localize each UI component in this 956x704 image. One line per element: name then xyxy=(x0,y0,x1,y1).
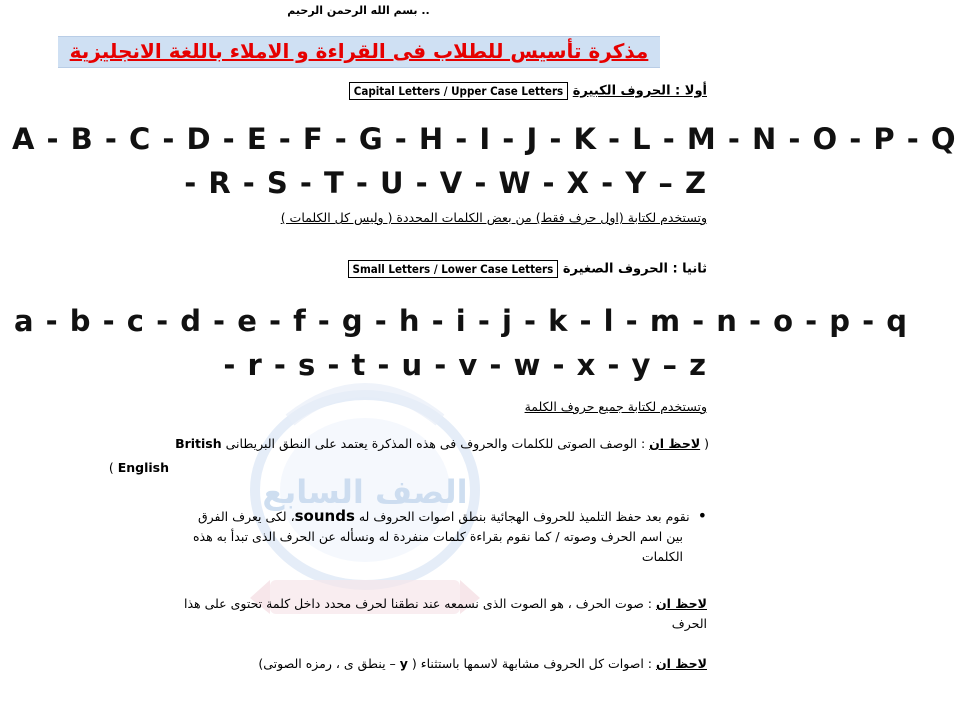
small-letters-box: Small Letters / Lower Case Letters xyxy=(348,260,559,278)
basmala: .. بسم الله الرحمن الرحيم xyxy=(287,4,430,17)
small-usage-text: وتستخدم لكتابة جميع حروف الكلمة xyxy=(524,399,707,414)
capital-heading-label: أولا : الحروف الكبيرة xyxy=(572,83,707,99)
watermark-text: الصف السابع xyxy=(262,473,468,511)
small-letters-line-1: a - b - c - d - e - f - g - h - i - j - k - l - m - n - o - p - q xyxy=(14,304,909,338)
page-title: مذكرة تأسيس للطلاب فى القراءة و الاملاء باللغة الانجليزية xyxy=(69,39,649,63)
note-british-english: ( لاحظ ان : الوصف الصوتى للكلمات والحروف فى هذه المذكرة يعتمد على النطق البريطانى British English ) xyxy=(108,436,709,475)
capital-letters-box: Capital Letters / Upper Case Letters xyxy=(349,82,568,100)
note-y-exception: لاحظ ان : اصوات كل الحروف مشابهة لاسمها باستثناء ( y – ينطق ى ، رمزه الصوتى) xyxy=(258,656,707,671)
bullet-sounds-paragraph: • نقوم بعد حفظ التلميذ للحروف الهجائية بنطق اصوات الحروف له sounds، لكى يعرف الفرق بين اسم الحرف وصوته / كما نقوم بقراءة كلمات منفردة له ونسأله عن الحرف الذى تبدأ به هذه الكلمات xyxy=(192,506,707,564)
small-letters-line-2: - r - s - t - u - v - w - x - y – z xyxy=(223,348,707,382)
section-small-heading xyxy=(10,260,707,278)
section-capital-heading xyxy=(10,82,707,100)
bullet-icon: • xyxy=(697,506,707,525)
capital-usage-text: وتستخدم لكتابة (اول حرف فقط) من بعض الكلمات المحددة ( وليس كل الكلمات ) xyxy=(280,210,707,225)
note-letter-sound: لاحظ ان : صوت الحرف ، هو الصوت الذى نسمعه عند نطقنا لحرف محدد داخل كلمة تحتوى على هذا الحرف xyxy=(184,596,707,631)
small-heading-label: ثانيا : الحروف الصغيرة xyxy=(562,261,707,277)
note-label: لاحظ ان xyxy=(655,656,707,671)
note-label: لاحظ ان xyxy=(655,596,707,611)
capital-letters-line-2: - R - S - T - U - V - W - X - Y – Z xyxy=(184,166,707,200)
capital-letters-line-1: A - B - C - D - E - F - G - H - I - J - K - L - M - N - O - P - Q xyxy=(12,122,956,156)
note-label: لاحظ ان xyxy=(649,436,701,451)
